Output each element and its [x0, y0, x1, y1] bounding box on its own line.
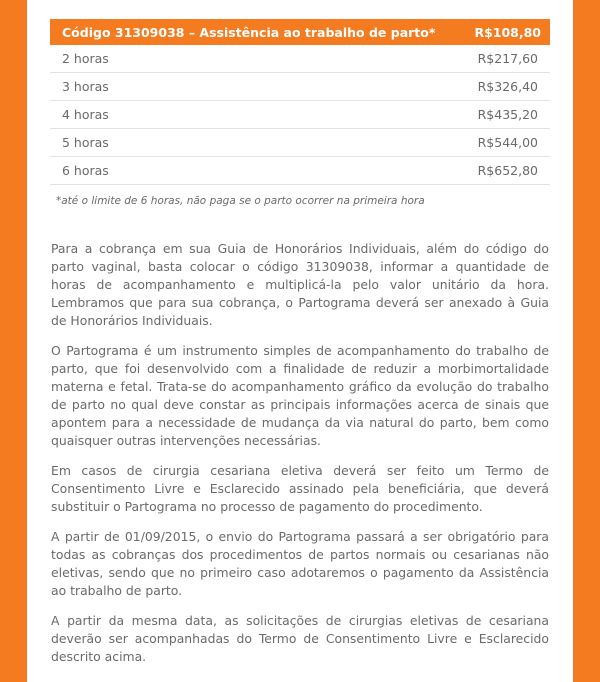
paragraph: Para a cobrança em sua Guia de Honorários Individuais, além do código do parto vaginal, basta colocar o código 31309038, informar a quantidade de horas de acompanhamento e multiplicá-la pelo valor unitário da hora. Lembramos que para sua cobrança, o Partograma deverá ser anexado à Guia de Honorários Individuais.: [51, 241, 549, 328]
paragraph: O Partograma é um instrumento simples de acompanhamento do trabalho de parto, que foi desenvolvido com a finalidade de reduzir a morbimortalidade materna e fetal. Trata-se do acompanhamento gráfico da evolução do trabalho de parto no qual deve constar as principais informações acerca de sinais que apontem para a necessidade de mudança da via natural do parto, bem como quaisquer outras intervenções necessárias.: [51, 343, 549, 448]
body-text: [51, 240, 549, 678]
table-row: [50, 45, 550, 73]
row-label: 5 horas: [62, 135, 109, 150]
footnote: *até o limite de 6 horas, não paga se o parto ocorrer na primeira hora: [56, 195, 425, 207]
header-label: Código 31309038 – Assistência ao trabalho de parto*: [62, 24, 436, 40]
paragraph: A partir de 01/09/2015, o envio do Partograma passará a ser obrigatório para todas as cobranças dos procedimentos de partos normais ou cesarianas não eletivas, sendo que no primeiro caso adotaremos o pagamento da Assistência ao trabalho de parto.: [51, 529, 549, 598]
price-table: [50, 19, 550, 185]
table-row: [50, 73, 550, 101]
row-label: 3 horas: [62, 79, 109, 94]
table-row: [50, 129, 550, 157]
table-row: [50, 157, 550, 185]
header-price: R$108,80: [474, 24, 541, 40]
row-price: R$326,40: [477, 79, 538, 94]
row-price: R$544,00: [477, 135, 538, 150]
paragraph: A partir da mesma data, as solicitações de cirurgias eletivas de cesariana deverão ser acompanhadas do Termo de Consentimento Livre e Esclarecido descrito acima.: [51, 613, 549, 664]
row-label: 6 horas: [62, 163, 109, 178]
row-price: R$435,20: [477, 107, 538, 122]
table-row: [50, 101, 550, 129]
price-table-header: [50, 19, 550, 45]
row-price: R$217,60: [477, 51, 538, 66]
content-panel: [27, 0, 573, 682]
row-price: R$652,80: [477, 163, 538, 178]
row-label: 4 horas: [62, 107, 109, 122]
row-label: 2 horas: [62, 51, 109, 66]
paragraph: Em casos de cirurgia cesariana eletiva deverá ser feito um Termo de Consentimento Livre e Esclarecido assinado pela beneficiária, que deverá substituir o Partograma no processo de pagamento do procedimento.: [51, 463, 549, 514]
